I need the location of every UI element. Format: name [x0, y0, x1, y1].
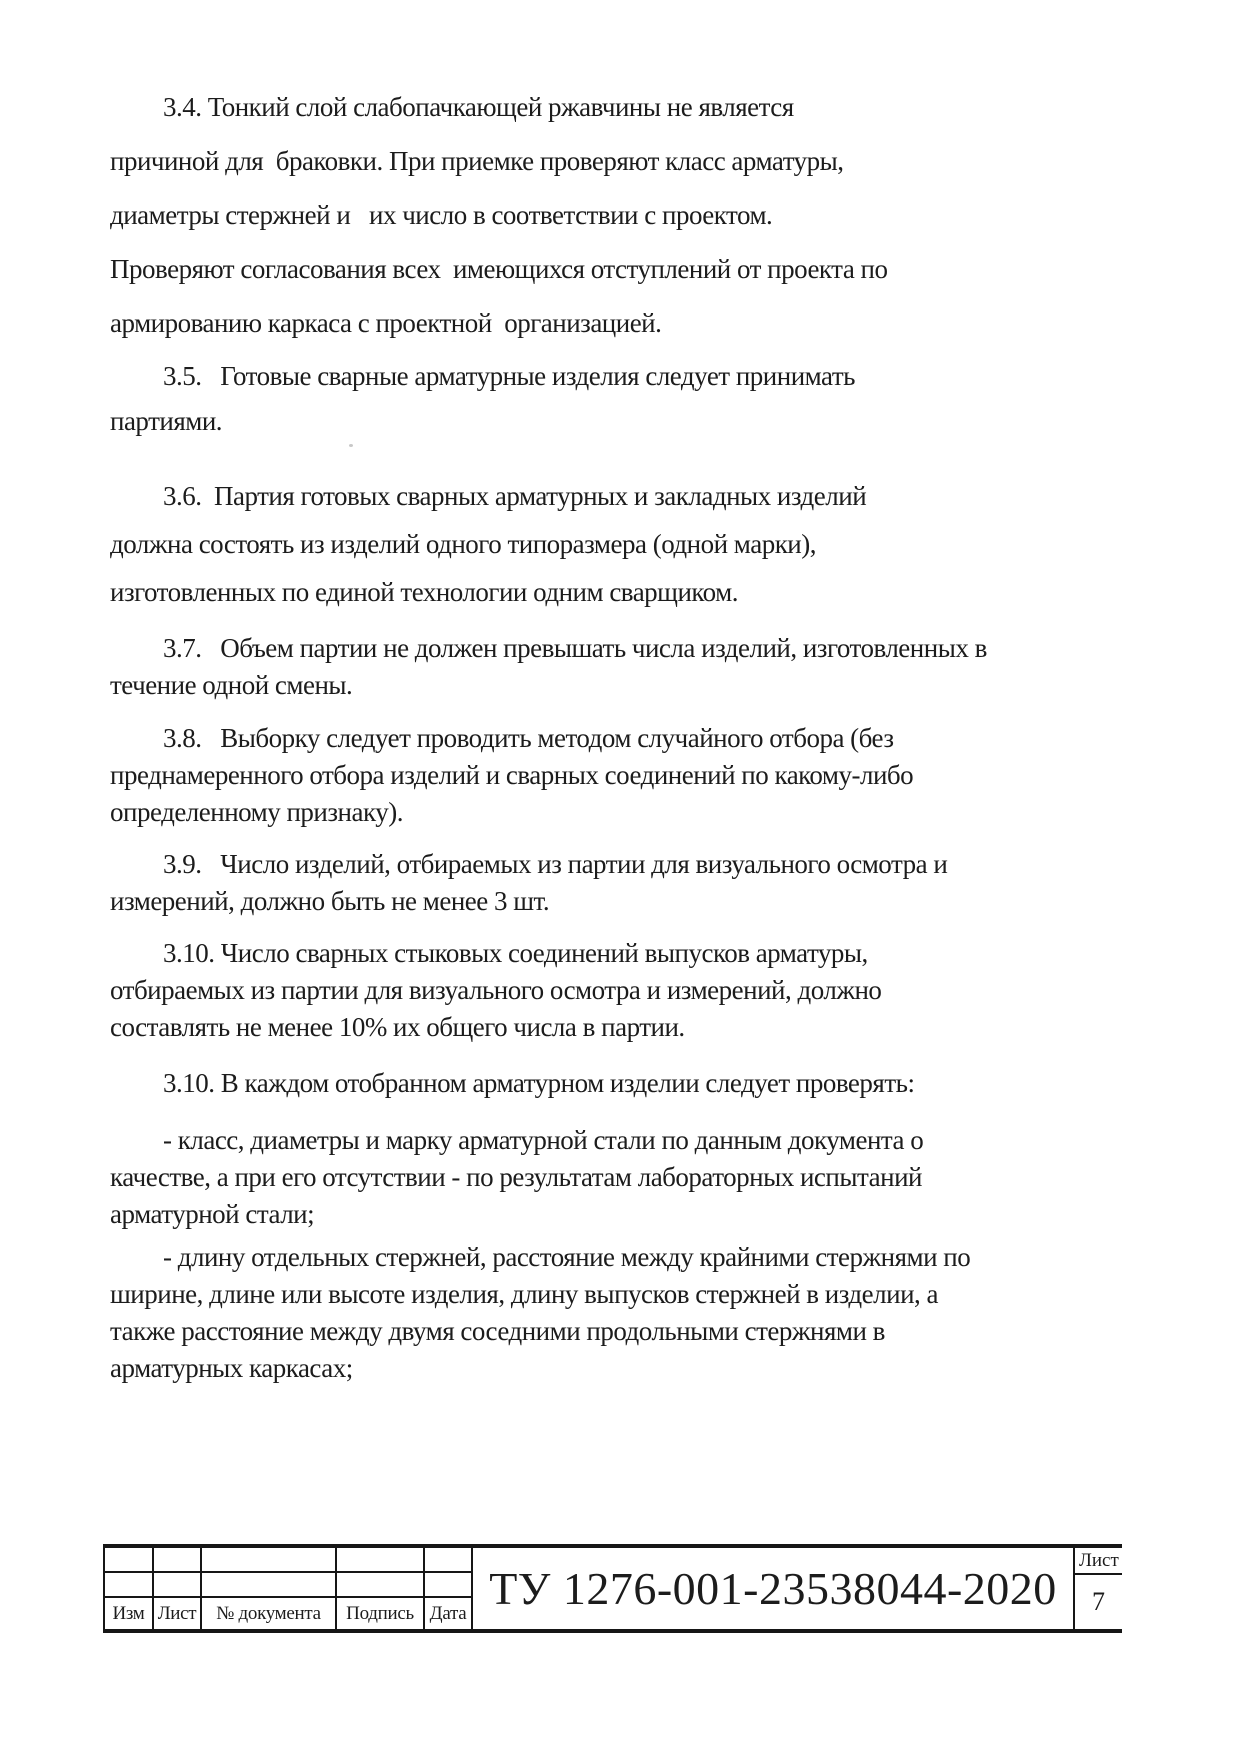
- titleblock-empty-cell: [337, 1548, 425, 1573]
- text-line: определенному признаку).: [110, 797, 403, 827]
- sheet-number: 7: [1092, 1587, 1105, 1616]
- document-body: [110, 80, 1120, 1387]
- paragraph-3-4: [110, 80, 1120, 350]
- titleblock-empty-cell: [105, 1548, 154, 1573]
- text-line: составлять не менее 10% их общего числа в партии.: [110, 1012, 685, 1042]
- titleblock-empty-cell: [154, 1548, 202, 1573]
- text-line: 3.7. Объем партии не должен превышать числа изделий, изготовленных в: [163, 633, 987, 663]
- scan-artifact: [349, 444, 353, 447]
- paragraph-3-5: [110, 354, 1120, 444]
- text-line: армированию каркаса с проектной организацией.: [110, 308, 662, 338]
- titleblock-empty-cell: [105, 1573, 154, 1598]
- titleblock-empty-cell: [154, 1573, 202, 1598]
- paragraph-3-8: [110, 720, 1120, 831]
- paragraph-3-10: [110, 1065, 1120, 1102]
- titleblock-empty-cell: [202, 1573, 337, 1598]
- paragraph-3-7: [110, 630, 1120, 704]
- titleblock-col-data: Дата: [425, 1598, 473, 1629]
- text-line: причиной для браковки. При приемке проверяют класс арматуры,: [110, 146, 844, 176]
- titleblock-empty-cell: [425, 1573, 473, 1598]
- text-line: 3.5. Готовые сварные арматурные изделия следует принимать: [163, 361, 855, 391]
- text-line: должна состоять из изделий одного типоразмера (одной марки),: [110, 529, 817, 559]
- text-line: измерений, должно быть не менее 3 шт.: [110, 886, 550, 916]
- sheet-block: [1075, 1548, 1122, 1629]
- titleblock-revision-grid: [105, 1548, 473, 1629]
- text-line: - длину отдельных стержней, расстояние между крайними стержнями по: [163, 1242, 971, 1272]
- text-line: 3.8. Выборку следует проводить методом случайного отбора (без: [163, 723, 894, 753]
- paragraph-3-6: [110, 472, 1120, 616]
- titleblock-col-docnum: № документа: [202, 1598, 337, 1629]
- titleblock-empty-cell: [425, 1548, 473, 1573]
- text-line: 3.10. В каждом отобранном арматурном изделии следует проверять:: [163, 1068, 915, 1098]
- text-line: изготовленных по единой технологии одним сварщиком.: [110, 577, 738, 607]
- text-line: арматурных каркасах;: [110, 1353, 353, 1383]
- text-line: диаметры стержней и их число в соответствии с проектом.: [110, 200, 773, 230]
- paragraph--: [110, 1122, 1120, 1233]
- sheet-label: Лист: [1075, 1548, 1122, 1575]
- text-line: 3.6. Партия готовых сварных арматурных и закладных изделий: [163, 481, 867, 511]
- document-number: ТУ 1276-001-23538044-2020: [473, 1548, 1075, 1629]
- text-line: 3.4. Тонкий слой слабопачкающей ржавчины не является: [163, 92, 794, 122]
- titleblock-col-list: Лист: [154, 1598, 202, 1629]
- text-line: также расстояние между двумя соседними продольными стержнями в: [110, 1316, 885, 1346]
- text-line: течение одной смены.: [110, 670, 353, 700]
- titleblock-empty-cell: [202, 1548, 337, 1573]
- text-line: арматурной стали;: [110, 1199, 315, 1229]
- titleblock-empty-cell: [337, 1573, 425, 1598]
- text-line: - класс, диаметры и марку арматурной стали по данным документа о: [163, 1125, 924, 1155]
- text-line: 3.10. Число сварных стыковых соединений выпусков арматуры,: [163, 938, 868, 968]
- text-line: 3.9. Число изделий, отбираемых из партии для визуального осмотра и: [163, 849, 948, 879]
- text-line: преднамеренного отбора изделий и сварных соединений по какому-либо: [110, 760, 914, 790]
- paragraph--: [110, 1239, 1120, 1387]
- titleblock-col-izm: Изм: [105, 1598, 154, 1629]
- text-line: ширине, длине или высоте изделия, длину выпусков стержней в изделии, а: [110, 1279, 939, 1309]
- paragraph-3-10: [110, 935, 1120, 1046]
- text-line: партиями.: [110, 406, 223, 436]
- text-line: качестве, а при его отсутствии - по результатам лабораторных испытаний: [110, 1162, 922, 1192]
- paragraph-3-9: [110, 846, 1120, 920]
- titleblock: [103, 1544, 1122, 1633]
- text-line: отбираемых из партии для визуального осмотра и измерений, должно: [110, 975, 882, 1005]
- titleblock-col-podpis: Подпись: [337, 1598, 425, 1629]
- text-line: Проверяют согласования всех имеющихся отступлений от проекта по: [110, 254, 888, 284]
